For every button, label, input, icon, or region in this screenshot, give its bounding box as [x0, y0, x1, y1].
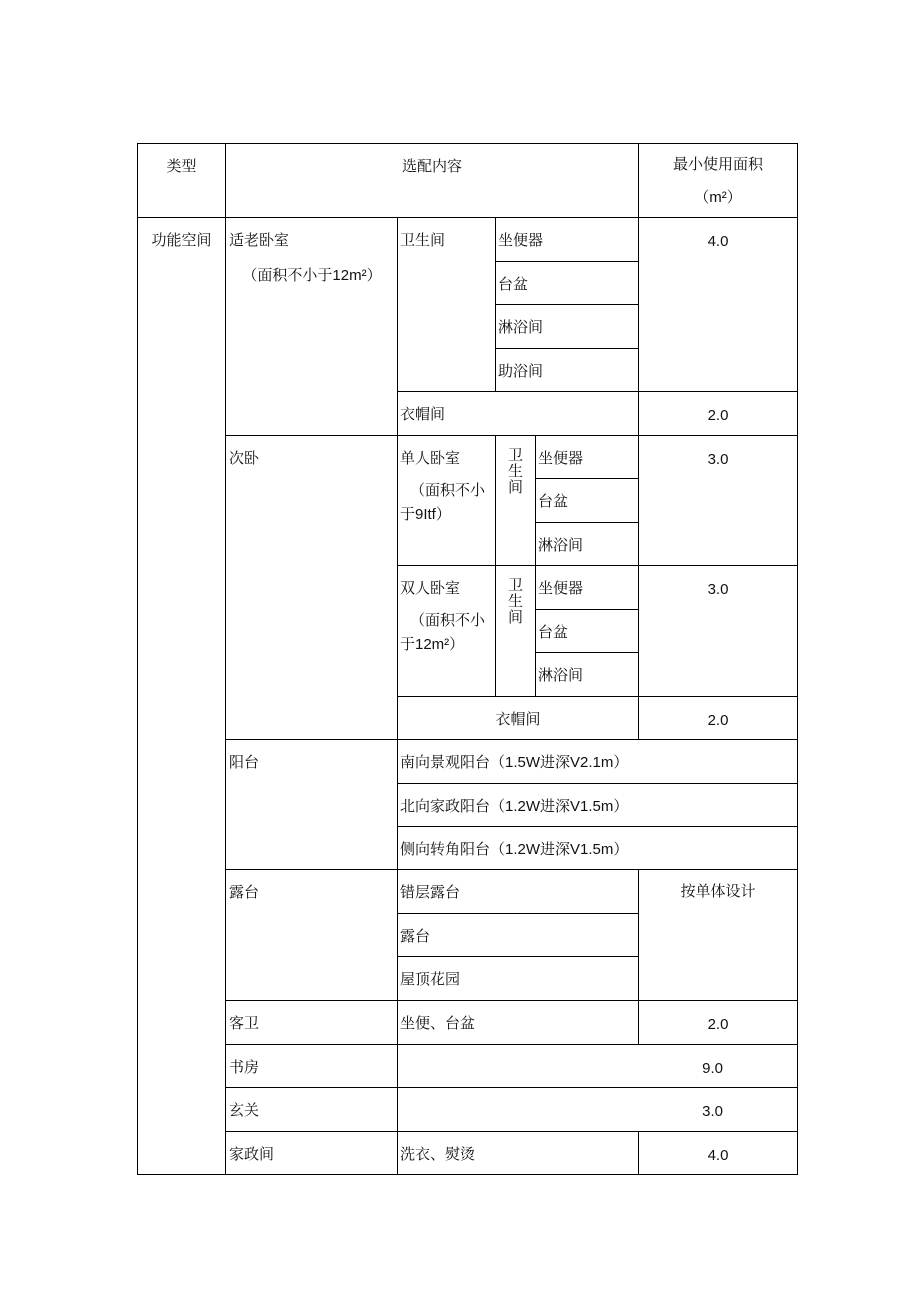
double-room-cell — [397, 565, 496, 697]
housekeeping-room-label: 家政间 — [229, 1146, 275, 1163]
single-room-note: （面积不小于9Itf） — [400, 482, 486, 523]
bathroom-vertical-label: 卫生间 — [508, 577, 524, 626]
fixture-cell — [495, 217, 639, 262]
fixture-cell — [535, 609, 639, 653]
category-cell — [137, 217, 226, 1175]
elderly-closet-area-cell — [638, 391, 798, 436]
study-area-cell — [397, 1044, 798, 1088]
category-label: 功能空间 — [151, 232, 212, 249]
area-value: 2.0 — [707, 1016, 729, 1033]
double-room-bathroom-cell — [495, 565, 536, 697]
guest-bathroom-content-cell — [397, 1000, 639, 1045]
elderly-bedroom-label: 适老卧室 — [229, 232, 290, 249]
secondary-bedroom-cell — [225, 435, 398, 740]
fixture-cell — [535, 565, 639, 610]
foyer-cell — [225, 1087, 398, 1132]
secondary-closet-cell — [397, 696, 639, 740]
balcony-option-cell — [397, 739, 798, 784]
single-room-bathroom-cell — [495, 435, 536, 566]
header-min-area-cell — [638, 143, 798, 218]
foyer-area-cell — [397, 1087, 798, 1132]
secondary-closet-area-cell — [638, 696, 798, 740]
elderly-bedroom-note: （面积不小于12m²） — [242, 267, 382, 284]
secondary-bedroom-label: 次卧 — [229, 450, 260, 467]
housekeeping-content: 洗衣、熨烫 — [400, 1146, 476, 1163]
elderly-bathroom-label: 卫生间 — [400, 232, 446, 249]
balcony-option-cell — [397, 826, 798, 870]
terrace-option-label: 错层露台 — [400, 884, 461, 901]
fixture-label: 助浴间 — [498, 363, 544, 380]
closet-label: 衣帽间 — [495, 711, 541, 728]
area-value: 2.0 — [707, 712, 729, 729]
area-value: 9.0 — [702, 1060, 723, 1077]
terrace-option-cell — [397, 869, 639, 914]
elderly-bedroom-cell — [225, 217, 398, 436]
fixture-label: 台盆 — [498, 276, 529, 293]
housekeeping-area-cell — [638, 1131, 798, 1175]
fixture-label: 坐便器 — [538, 450, 584, 467]
elderly-bathroom-cell — [397, 217, 496, 392]
balcony-cell — [225, 739, 398, 870]
fixture-label: 淋浴间 — [498, 319, 544, 336]
fixture-label: 台盆 — [538, 493, 569, 510]
foyer-label: 玄关 — [229, 1102, 260, 1119]
terrace-cell — [225, 869, 398, 1001]
closet-label: 衣帽间 — [400, 406, 446, 423]
double-room-label: 双人卧室 — [400, 580, 461, 597]
terrace-area-cell — [638, 869, 798, 1001]
fixture-label: 坐便器 — [538, 580, 584, 597]
area-value: 2.0 — [707, 407, 729, 424]
study-cell — [225, 1044, 398, 1088]
terrace-option-cell — [397, 956, 639, 1001]
area-value: 3.0 — [707, 451, 729, 468]
bathroom-vertical-label: 卫生间 — [508, 447, 524, 496]
area-value: 4.0 — [707, 233, 729, 250]
fixture-label: 坐便器 — [498, 232, 544, 249]
elderly-closet-cell — [397, 391, 639, 436]
header-min-area-label: 最小使用面积 — [672, 156, 763, 173]
header-unit-label: （m²） — [694, 189, 742, 206]
guest-bathroom-cell — [225, 1000, 398, 1045]
terrace-label: 露台 — [229, 884, 260, 901]
double-room-note: （面积不小于12m²） — [400, 612, 486, 653]
fixture-cell — [535, 522, 639, 566]
area-value: 3.0 — [702, 1103, 723, 1120]
housekeeping-room-cell — [225, 1131, 398, 1175]
balcony-option-label: 侧向转角阳台（1.2W进深V1.5m） — [400, 841, 629, 858]
terrace-option-cell — [397, 913, 639, 957]
balcony-option-label: 南向景观阳台（1.5W进深V2.1m） — [400, 754, 629, 771]
header-type-label: 类型 — [166, 158, 197, 175]
balcony-label: 阳台 — [229, 754, 260, 771]
area-value: 按单体设计 — [680, 883, 756, 900]
guest-bathroom-area-cell — [638, 1000, 798, 1045]
balcony-option-label: 北向家政阳台（1.2W进深V1.5m） — [400, 798, 629, 815]
fixture-cell — [495, 348, 639, 392]
housekeeping-content-cell — [397, 1131, 639, 1175]
header-content-cell — [225, 143, 639, 218]
double-room-area-cell — [638, 565, 798, 697]
guest-bathroom-content: 坐便、台盆 — [400, 1015, 476, 1032]
fixture-label: 淋浴间 — [538, 667, 584, 684]
fixture-cell — [495, 304, 639, 349]
header-type-cell — [137, 143, 226, 218]
fixture-label: 淋浴间 — [538, 537, 584, 554]
fixture-label: 台盆 — [538, 624, 569, 641]
fixture-cell — [495, 261, 639, 305]
fixture-cell — [535, 652, 639, 697]
fixture-cell — [535, 478, 639, 523]
terrace-option-label: 露台 — [400, 928, 431, 945]
header-content-label: 选配内容 — [401, 158, 462, 175]
elderly-bathroom-area-cell — [638, 217, 798, 392]
balcony-option-cell — [397, 783, 798, 827]
fixture-cell — [535, 435, 639, 479]
area-value: 4.0 — [707, 1147, 729, 1164]
study-label: 书房 — [229, 1059, 260, 1076]
single-room-area-cell — [638, 435, 798, 566]
terrace-option-label: 屋顶花园 — [400, 971, 461, 988]
guest-bathroom-label: 客卫 — [229, 1015, 260, 1032]
single-room-label: 单人卧室 — [400, 450, 461, 467]
area-value: 3.0 — [707, 581, 729, 598]
single-room-cell — [397, 435, 496, 566]
